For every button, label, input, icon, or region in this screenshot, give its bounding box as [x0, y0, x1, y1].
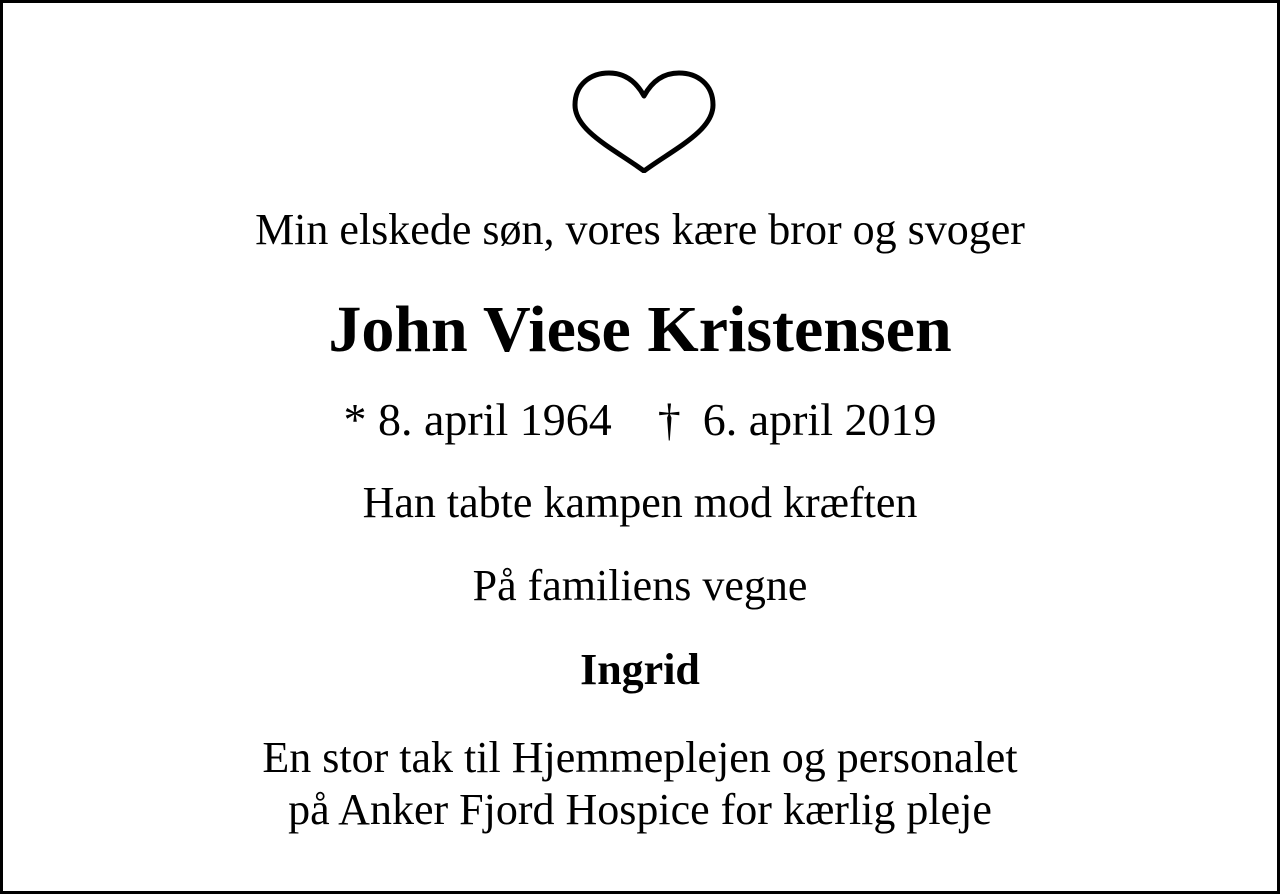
heart-icon [569, 69, 719, 173]
deceased-name: John Viese Kristensen [328, 293, 952, 366]
cause-text: Han tabte kampen mod kræften [362, 478, 918, 527]
signer-name: Ingrid [580, 645, 700, 694]
thanks-text [3, 732, 1277, 836]
intro-text: Min elskede søn, vores kære bror og svoger [255, 205, 1025, 254]
cross-symbol: † [657, 394, 681, 445]
on-behalf-text: På familiens vegne [472, 561, 808, 610]
death-date: 6. april 2019 [702, 394, 937, 445]
birth-date: * 8. april 1964 [343, 394, 612, 445]
thanks-line-2: på Anker Fjord Hospice for kærlig pleje [288, 785, 992, 834]
thanks-line-1: En stor tak til Hjemmeplejen og personalet [262, 733, 1018, 782]
life-dates [3, 394, 1277, 445]
